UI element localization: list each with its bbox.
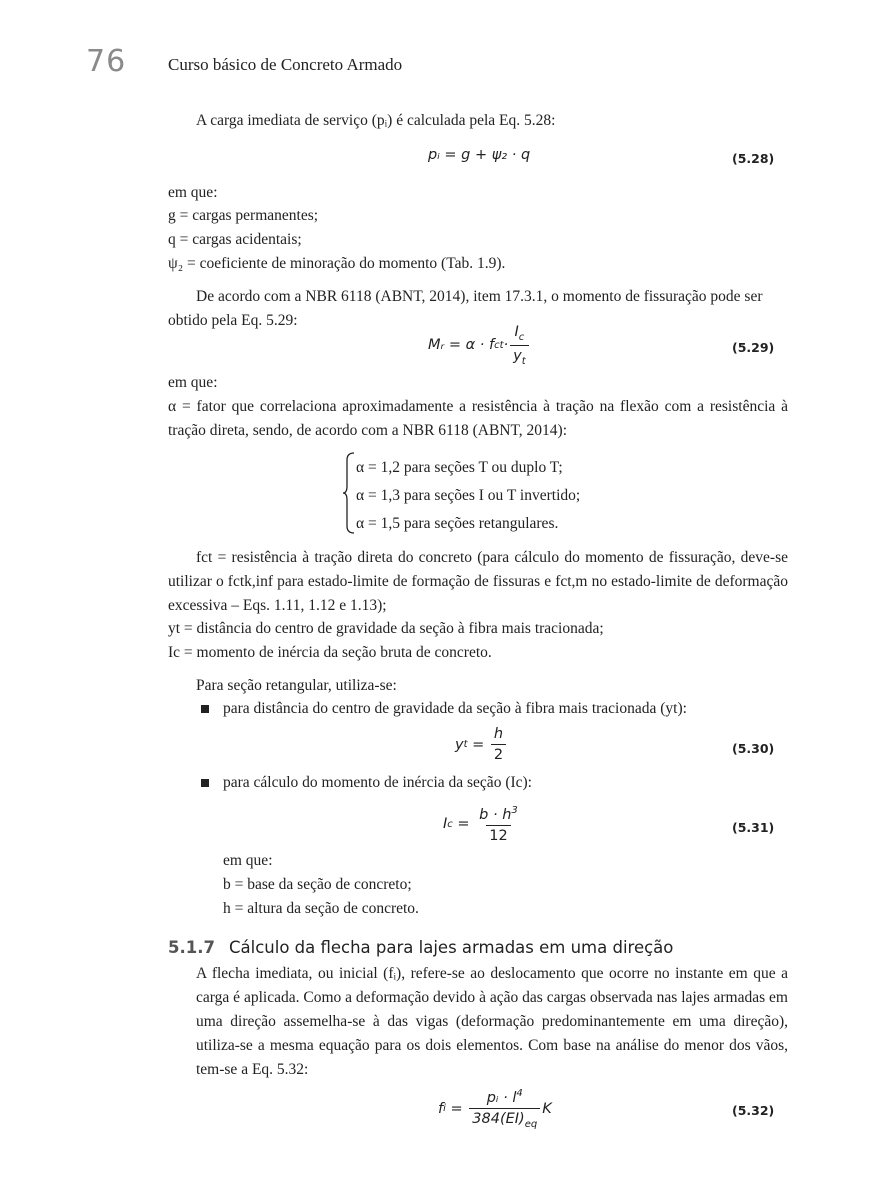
equation-5-30: y t = $\frac{h}{2}$ [455,726,508,763]
equation-number-5-31: (5.31) [732,820,775,835]
bullet-item-yt: para distância do centro de gravidade da seção à fibra mais tracionada (yt): [223,700,687,717]
paragraph-rectangular: Para seção retangular, utiliza-se: [196,677,397,694]
paragraph-cracking-moment-cont: obtido pela Eq. 5.29: [168,312,298,329]
equation-number-5-32: (5.32) [732,1103,775,1118]
paragraph-cracking-moment: De acordo com a NBR 6118 (ABNT, 2014), item 17.3.1, o momento de fissuração pode ser [196,288,763,305]
equation-number-5-28: (5.28) [732,151,775,166]
definition-fct: fct = resistência à tração direta do concreto (para cálculo do momento de fissuração, deve-se utilizar o fctk,inf para estado-limite de formação de fissuras e fct,m no estado-limite de deformação excessiva – Eqs. 1.11, 1.12 e 1.13); [168,549,788,614]
definition-h: h = altura da seção de concreto. [223,900,419,917]
alpha-case-3: α = 1,5 para seções retangulares. [356,515,559,532]
brace-icon [342,452,356,534]
where-label: em que: [168,184,218,201]
bullet-item-Ic: para cálculo do momento de inércia da seção (Ic): [223,774,532,791]
definition-yt: yt = distância do centro de gravidade da seção à fibra mais tracionada; [168,620,604,637]
paragraph-load: A carga imediata de serviço (pᵢ) é calculada pela Eq. 5.28: [196,112,556,129]
paragraph-deflection: A flecha imediata, ou inicial (fᵢ), refere-se ao deslocamento que ocorre no instante em que a carga é aplicada. Como a deformação devido à ação das cargas observada nas lajes armadas em uma direção assemelha-se à das vigas (deformação predominantemente em uma direção), utiliza-se a mesma equação para os dois elementos. Com base na análise do menor dos vãos, tem-se a Eq. 5.32: [196,965,788,1078]
equation-5-29: Mᵣ = α · f ct · $\frac{I_c}{y_t}$ [428,324,531,367]
where-label: em que: [168,374,218,391]
equation-number-5-30: (5.30) [732,741,775,756]
definition-g: g = cargas permanentes; [168,207,319,224]
definition-Ic: Ic = momento de inércia da seção bruta de concreto. [168,644,492,661]
definition-q: q = cargas acidentais; [168,231,302,248]
section-title: Cálculo da flecha para lajes armadas em uma direção [228,938,674,957]
section-heading [168,938,673,957]
bullet-icon [201,779,209,787]
alpha-case-1: α = 1,2 para seções T ou duplo T; [356,459,563,476]
alpha-case-2: α = 1,3 para seções I ou T invertido; [356,487,581,504]
equation-5-32: f i = $\frac{pᵢ \cdot l^4}{384(EI)_{eq}}$ K [438,1088,552,1130]
equation-5-28: pᵢ = g + ψ₂ · q [428,147,531,163]
definition-b: b = base da seção de concreto; [223,876,412,893]
definition-psi2: ψ₂ = coeficiente de minoração do momento (Tab. 1.9). [168,255,506,272]
equation-5-31: I c = $\frac{b \cdot h^3}{12}$ [443,805,518,844]
equation-number-5-29: (5.29) [732,340,775,355]
section-number: 5.1.7 [168,938,215,957]
definition-alpha: α = fator que correlaciona aproximadamente a resistência à tração na flexão com a resistência à tração direta, sendo, de acordo com a NBR 6118 (ABNT, 2014): [168,398,788,439]
running-title: Curso básico de Concreto Armado [168,55,403,74]
bullet-icon [201,705,209,713]
page-number: 76 [86,44,127,79]
where-label: em que: [223,852,273,869]
